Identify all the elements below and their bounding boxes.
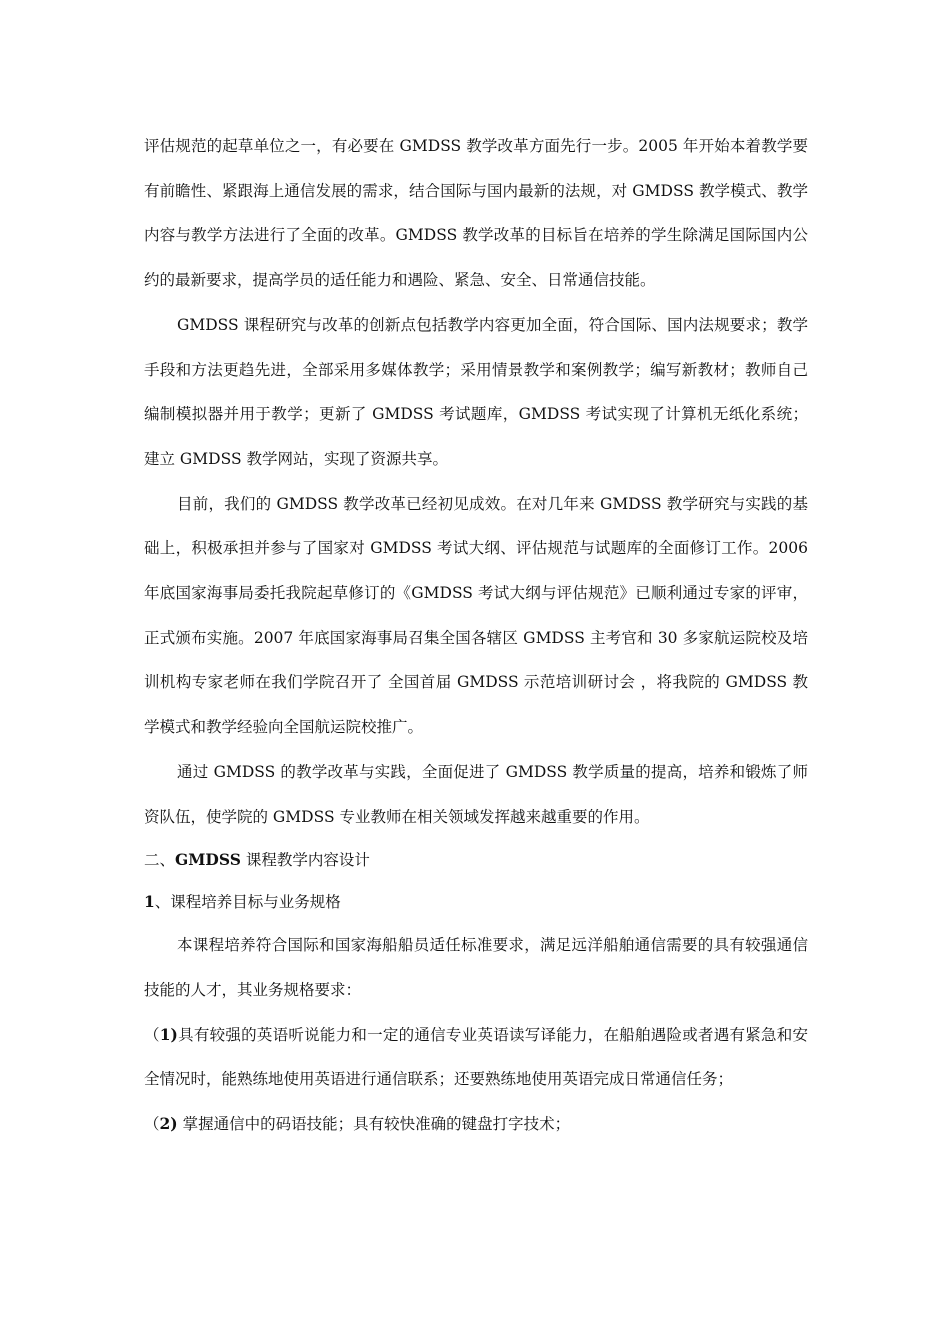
paragraph-conclusion: 通过 GMDSS 的教学改革与实践，全面促进了 GMDSS 教学质量的提高，培养和锻炼了师资队伍，使学院的 GMDSS 专业教师在相关领域发挥越来越重要的作用。 bbox=[144, 762, 808, 826]
subsection-heading-number: 1 bbox=[144, 892, 155, 912]
section-heading-suffix: 课程教学内容设计 bbox=[240, 851, 370, 870]
paragraph-intro: 本课程培养符合国际和国家海船船员适任标准要求，满足远洋船舶通信需要的具有较强通信技能的人才，其业务规格要求： bbox=[144, 936, 808, 999]
list-item bbox=[144, 1102, 808, 1147]
section-heading bbox=[144, 839, 808, 881]
list-item-open: （ bbox=[144, 1115, 160, 1134]
list-item-text: 掌握通信中的码语技能；具有较快准确的键盘打字技术； bbox=[177, 1115, 571, 1134]
section-heading-bold: GMDSS bbox=[175, 850, 241, 870]
list-item-number: 1) bbox=[159, 1024, 178, 1044]
subsection-heading-text: 、课程培养目标与业务规格 bbox=[154, 893, 341, 912]
subsection-heading bbox=[144, 881, 808, 923]
list-item bbox=[144, 1013, 808, 1102]
list-item-open: （ bbox=[144, 1025, 160, 1044]
paragraph-reform-overview: 评估规范的起草单位之一，有必要在 GMDSS 教学改革方面先行一步。2005 年开始本着教学要有前瞻性、紧跟海上通信发展的需求，结合国际与国内最新的法规，对 GMDSS 教学模式、教学内容与教学方法进行了全面的改革。GMDSS 教学改革的目标旨在培养的学生除满足国际国内公约的最新要求，提高学员的适任能力和遇险、紧急、安全、日常通信技能。 bbox=[144, 137, 808, 290]
list-item-text: 具有较强的英语听说能力和一定的通信专业英语读写译能力，在船舶遇险或者遇有紧急和安全情况时，能熟练地使用英语进行通信联系；还要熟练地使用英语完成日常通信任务； bbox=[144, 1025, 808, 1089]
document-body bbox=[144, 124, 808, 1147]
list-item-number: 2) bbox=[159, 1114, 178, 1134]
section-heading-prefix: 二、 bbox=[144, 851, 176, 870]
paragraph-innovations: GMDSS 课程研究与改革的创新点包括教学内容更加全面，符合国际、国内法规要求；教学手段和方法更趋先进，全部采用多媒体教学；采用情景教学和案例教学；编写新教材；教师自己编制模拟器并用于教学；更新了 GMDSS 考试题库，GMDSS 考试实现了计算机无纸化系统；建立 GMDSS 教学网站，实现了资源共享。 bbox=[144, 315, 808, 468]
paragraph-achievements: 目前，我们的 GMDSS 教学改革已经初见成效。在对几年来 GMDSS 教学研究与实践的基础上，积极承担并参与了国家对 GMDSS 考试大纲、评估规范与试题库的全面修订工作。2006 年底国家海事局委托我院起草修订的《GMDSS 考试大纲与评估规范》已顺利通过专家的评审，正式颁布实施。2007 年底国家海事局召集全国各辖区 GMDSS 主考官和 30 多家航运院校及培训机构专家老师在我们学院召开了 全国首届 GMDSS 示范培训研讨会 ，将我院的 GMDSS 教学模式和教学经验向全国航运院校推广。 bbox=[144, 494, 808, 737]
